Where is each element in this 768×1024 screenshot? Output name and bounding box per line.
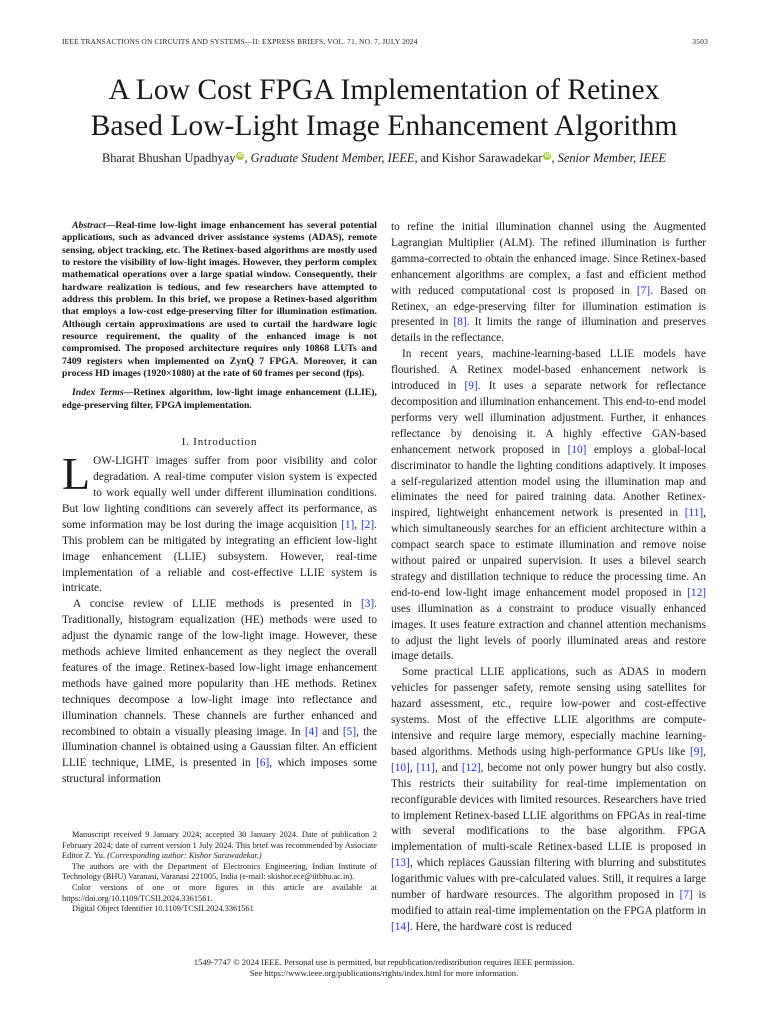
author-name-1: Bharat Bhushan Upadhyay — [101, 151, 236, 165]
body-paragraph-4: In recent years, machine-learning-based LLIE models have flourished. A Retinex model-based enhancement network is introduced in [9]. It uses a separate network for reflectance decomposition and illumination enhancement. This end-to-end model performs very well illumination adjustment. Further, it enhances reflectance by denoising it. A highly effective GAN-based enhancement network proposed in [10] employs a global-local discriminator to handle the lighting conditions adaptively. It imposes a self-regularized attention model using the illumination map and eliminates the need for paired training data. Another Retinex-inspired, lightweight enhancement network is presented in [11], which simultaneously searches for an efficient architecture within a compact search space to estimate illumination and remove noise without paired or unpaired supervision. It uses a bilevel search strategy and distillation technique to reduce the processing time. An end-to-end low-light image enhancement model proposed in [12] uses illumination as a constraint to produce visually enhanced images. It uses feature extraction and channel attention mechanisms to adjust the light levels of poorly illuminated areas and restore image details. — [391, 348, 706, 663]
footnote-manuscript: Manuscript received 9 January 2024; accepted 30 January 2024. Date of publication 2 February 2024; date of current version 1 July 2024. This brief was recommended by Associate Editor Z. Yu. (Corresponding author: Kishor Sarawadekar.) — [62, 830, 377, 861]
citation-link[interactable]: [7] — [636, 284, 651, 297]
author-role-2: Senior Member, IEEE — [557, 151, 667, 165]
citation-link[interactable]: [5] — [342, 725, 357, 738]
copyright-notice — [40, 957, 728, 980]
running-head — [62, 37, 708, 49]
citation-link[interactable]: [1] — [341, 518, 355, 531]
section-heading: I. Introduction — [181, 436, 258, 449]
intro-paragraph-1: LOW-LIGHT images suffer from poor visibility and color degradation. A real-time computer vision system is expected to work equally well under different illumination conditions. But low lighting conditions can severely affect its performance, as some information may be lost during the image acquisition [1], [2]. This problem can be mitigated by integrating an efficient low-light image enhancement (LLIE) subsystem. However, real-time implementation of a reliable and cost-effective LLIE system is intricate. — [62, 448, 377, 595]
title-line-1: A Low Cost FPGA Implementation of Retinex — [108, 74, 660, 106]
citation-link[interactable]: [10] — [567, 443, 587, 456]
author-joiner: , and — [414, 151, 442, 165]
author-name-2: Kishor Sarawadekar — [441, 151, 543, 165]
drop-cap: L — [62, 448, 91, 500]
citation-link[interactable]: [7] — [679, 889, 693, 902]
index-terms-text: —Retinex algorithm, low-light image enhancement (LLIE), edge-preserving filter, FPGA implementation. — [62, 387, 377, 411]
paper-title — [40, 72, 728, 144]
citation-link[interactable]: [6] — [256, 757, 270, 770]
index-terms — [62, 387, 377, 412]
orcid-icon[interactable]: iD — [237, 153, 244, 159]
copyright-line-2: See https://www.ieee.org/publications/rights/index.html for more information. — [249, 968, 519, 979]
orcid-icon[interactable]: iD — [544, 153, 551, 159]
citation-link[interactable]: [2] — [360, 518, 375, 531]
title-line-2: Based Low-Light Image Enhancement Algorithm — [90, 110, 678, 142]
citation-link[interactable]: [4] — [304, 725, 319, 738]
citation-link[interactable]: [13] — [391, 857, 410, 870]
citation-link[interactable]: [11] — [684, 507, 704, 520]
footnotes — [62, 830, 377, 915]
abstract-text: —Real-time low-light image enhancement has several potential applications, such as advanced driver assistance systems (ADAS), remote sensing, object tracking, etc. The Retinex-based algorithms are mostly used to restore the visibility of low-light images. However, they perform complex mathematical operations over a large spatial window. Consequently, their hardware realization is tedious, and few researchers have attempted to address this problem. In this brief, we propose a Retinex-based algorithm that employs a low-cost edge-preserving filter for illumination estimation. Although certain approximations are used to curtail the hardware logic resource requirement, the quality of the enhanced image is not compromised. The proposed architecture requires only 10868 LUTs and 7409 registers when implemented on ZynQ 7 FPGA. Moreover, it can process HD images (1920×1080) at the rate of 60 frames per second (fps). — [62, 220, 377, 380]
footnote-color: Color versions of one or more figures in this article are available at https://doi.org/10.1109/TCSII.2024.3361561. — [62, 882, 377, 903]
author-line: Bharat Bhushan Upadhyay iD, Graduate Student Member, IEEE, and Kishor Sarawadekar iD, Senior Member, IEEE — [101, 151, 667, 165]
citation-link[interactable]: [3] — [360, 598, 375, 611]
citation-link[interactable]: [9] — [689, 745, 704, 758]
right-column — [391, 220, 706, 936]
footnote-doi: Digital Object Identifier 10.1109/TCSII.2024.3361561 — [72, 904, 254, 914]
citation-link[interactable]: [8] — [453, 316, 467, 329]
citation-link[interactable]: [11] — [416, 761, 435, 774]
citation-link[interactable]: [12] — [687, 586, 706, 599]
citation-link[interactable]: [9] — [464, 380, 478, 393]
citation-link[interactable]: [12] — [461, 761, 481, 774]
citation-link[interactable]: [10] — [391, 761, 410, 774]
author-role-1: Graduate Student Member, IEEE — [250, 151, 415, 165]
body-paragraph-3: to refine the initial illumination channel using the Augmented Lagrangian Multiplier (ALM). The refined illumination is further gamma-corrected to obtain the enhanced image. Since Retinex-based enhancement algorithms are complex, a fast and efficient method with reduced computational cost is proposed in [7]. Based on Retinex, an edge-preserving filter for illumination estimation is presented in [8]. It limits the range of illumination and preserves details in the reflectance. — [391, 221, 706, 345]
citation-link[interactable]: [14] — [391, 920, 410, 933]
abstract-label: Abstract — [72, 220, 106, 231]
body-paragraph-5: Some practical LLIE applications, such as ADAS in modern vehicles for passenger safety, remote sensing using satellites for hazard assessment, etc., require low-power and cost-effective systems. Most of the effective LLIE algorithms are compute-intensive and require large memory, especially machine learning-based algorithms. Methods using high-performance GPUs like [9], [10], [11], and [12], become not only power hungry but also costly. This restricts their suitability for real-time implementation on reconfigurable devices with limited resources. Researchers have tried to implement Retinex-based LLIE algorithms on FPGAs in real-time with several modifications to the base algorithm. FPGA implementation of multi-scale Retinex-based LLIE is proposed in [13], which replaces Gaussian filtering with blurring and substitutes logarithmic values with pre-calculated values. Still, it requires a large number of hardware resources. The algorithm proposed in [7] is modified to attain real-time implementation on the FPGA platform in [14]. Here, the hardware cost is reduced — [391, 666, 707, 933]
index-terms-label: Index Terms — [72, 387, 124, 399]
page-number: 3503 — [692, 37, 708, 46]
left-column — [62, 220, 377, 788]
journal-name: IEEE TRANSACTIONS ON CIRCUITS AND SYSTEMS—II: EXPRESS BRIEFS, VOL. 71, NO. 7, JULY 2024 — [62, 37, 418, 46]
footnote-affiliation: The authors are with the Department of Electronics Engineering, Indian Institute of Technology (BHU) Varanasi, Varanasi 221005, India (e-mail: skishor.ece@iitbhu.ac.in). — [62, 861, 377, 882]
abstract — [62, 220, 377, 380]
copyright-line-1: 1549-7747 © 2024 IEEE. Personal use is permitted, but republication/redistribution requires IEEE permission. — [193, 957, 575, 967]
intro-paragraph-2: A concise review of LLIE methods is presented in [3]. Traditionally, histogram equalization (HE) methods were used to adjust the dynamic range of the low-light image. However, these methods achieve limited enhancement as they neglect the overall features of the image. Retinex-based low-light image enhancement methods have gained more popularity than HE methods. Retinex techniques decompose a low-light image into reflectance and illumination channels. These channels are further enhanced and recombined to obtain a visually pleasing image. In [4] and [5], the illumination channel is obtained using a Gaussian filter. An efficient LLIE technique, LIME, is presented in [6], which imposes some structural information — [62, 598, 378, 786]
